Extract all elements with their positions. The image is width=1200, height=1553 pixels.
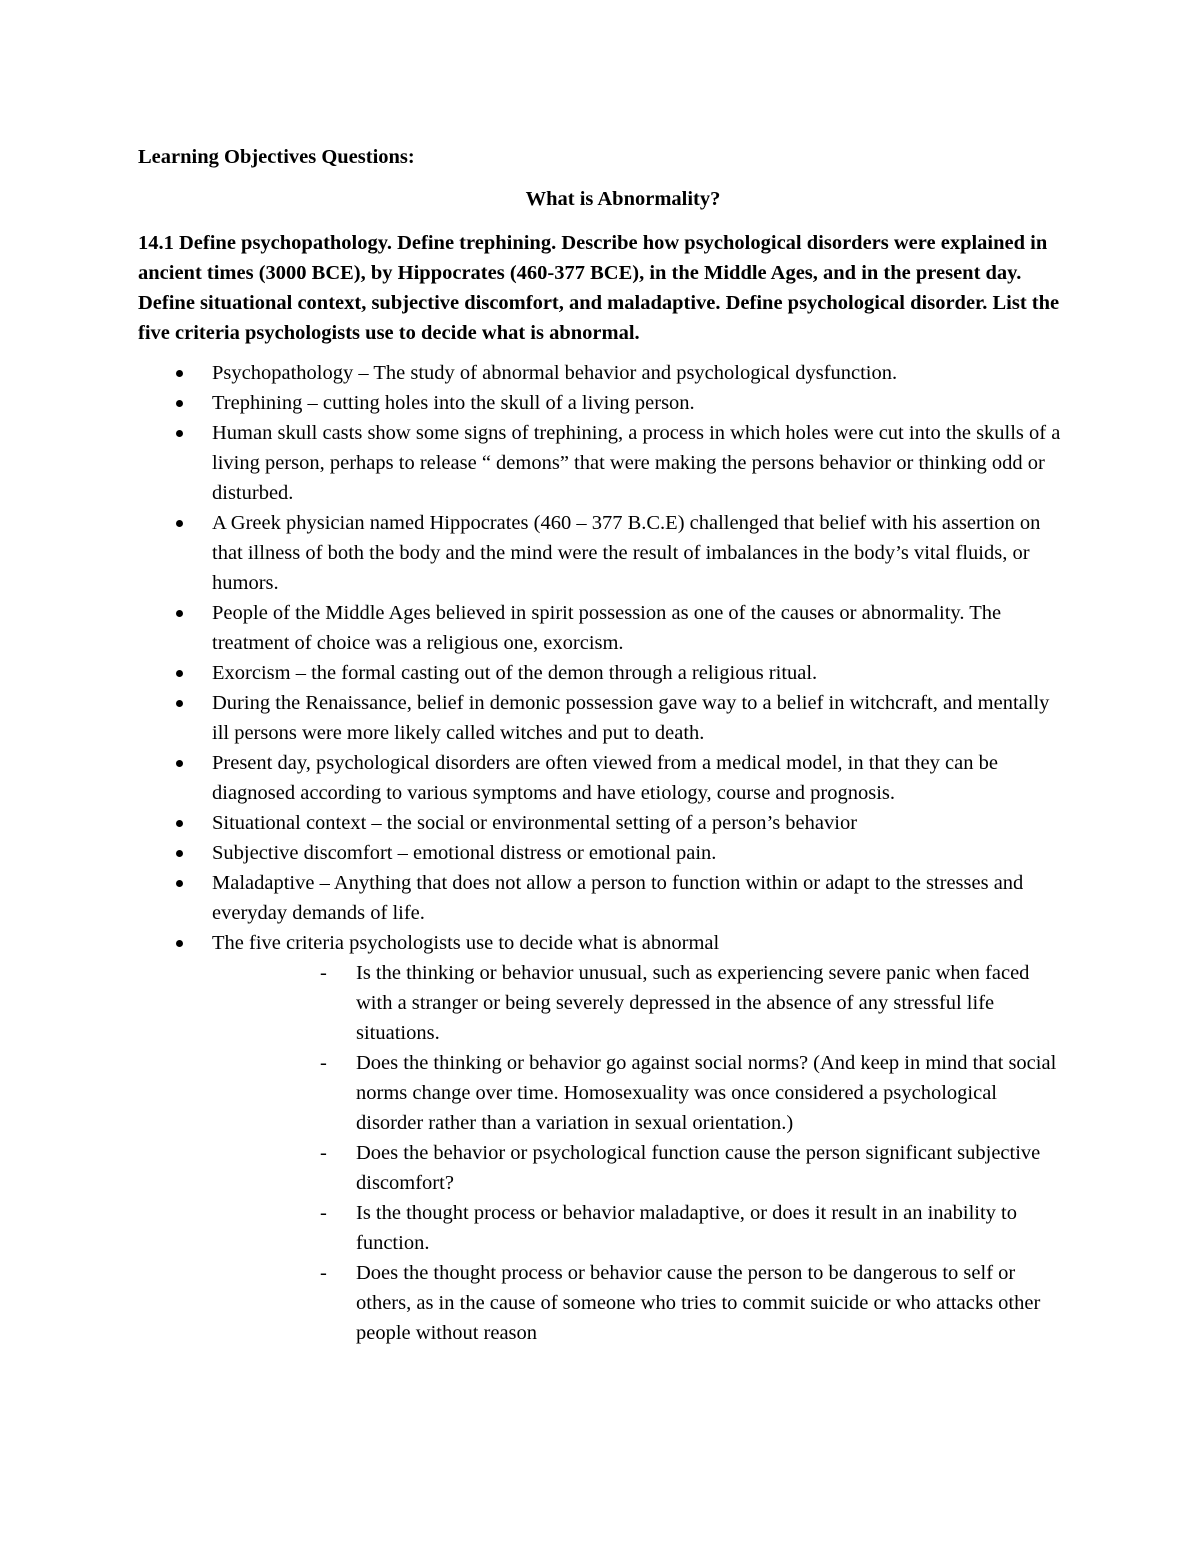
criteria-item-text: Does the behavior or psychological function cause the person significant subjective discomfort? [356,1142,1041,1194]
list-item-text: Subjective discomfort – emotional distress or emotional pain. [212,842,717,864]
bullet-icon [176,670,183,677]
criteria-item-text: Does the thought process or behavior cause the person to be dangerous to self or others, as in the cause of someone who tries to commit suicide or who attacks other people without reason [356,1262,1041,1344]
dash-icon: - [320,962,327,984]
bullet-icon [176,610,183,617]
list-item-text: Situational context – the social or environmental setting of a person’s behavior [212,812,858,834]
list-item-text: Present day, psychological disorders are often viewed from a medical model, in that they can be diagnosed according to various symptoms and have etiology, course and prognosis. [212,752,998,804]
dash-icon: - [320,1052,327,1074]
list-item [138,688,1068,748]
bullet-icon [176,370,183,377]
criteria-list [212,958,1068,1348]
list-item-text: A Greek physician named Hippocrates (460 – 377 B.C.E) challenged that belief with his assertion on that illness of both the body and the mind were the result of imbalances in the body’s vital fluids, or humors. [212,512,1041,594]
section-heading: Learning Objectives Questions: [138,146,415,168]
learning-objective: 14.1 Define psychopathology. Define trephining. Describe how psychological disorders were explained in ancient times (3000 BCE), by Hippocrates (460-377 BCE), in the Middle Ages, and in the present day. Define situational context, subjective discomfort, and maladaptive. Define psychological disorder. List the five criteria psychologists use to decide what is abnormal. [138,232,1060,344]
document-body [138,142,1068,1348]
bullet-icon [176,940,183,947]
list-item [138,418,1068,508]
list-item-text: Maladaptive – Anything that does not allow a person to function within or adapt to the stresses and everyday demands of life. [212,872,1024,924]
definition-list [138,358,1068,1348]
list-item [138,928,1068,1348]
criteria-item [212,1198,1068,1258]
dash-icon: - [320,1262,327,1284]
list-item-text: During the Renaissance, belief in demonic possession gave way to a belief in witchcraft, and mentally ill persons were more likely called witches and put to death. [212,692,1050,744]
criteria-item-text: Is the thought process or behavior maladaptive, or does it result in an inability to function. [356,1202,1017,1254]
list-item [138,838,1068,868]
bullet-icon [176,700,183,707]
list-item [138,358,1068,388]
criteria-item [212,1258,1068,1348]
criteria-item [212,1048,1068,1138]
list-item [138,808,1068,838]
list-item-text: Exorcism – the formal casting out of the demon through a religious ritual. [212,662,818,684]
bullet-icon [176,820,183,827]
list-item-text: People of the Middle Ages believed in spirit possession as one of the causes or abnormality. The treatment of choice was a religious one, exorcism. [212,602,1002,654]
bullet-icon [176,760,183,767]
bullet-icon [176,880,183,887]
bullet-icon [176,430,183,437]
list-item-text: Trephining – cutting holes into the skull of a living person. [212,392,695,414]
bullet-icon [176,400,183,407]
page-title: What is Abnormality? [525,188,721,210]
dash-icon: - [320,1202,327,1224]
criteria-item [212,1138,1068,1198]
list-item-text: Psychopathology – The study of abnormal behavior and psychological dysfunction. [212,362,898,384]
list-item [138,658,1068,688]
list-item [138,598,1068,658]
dash-icon: - [320,1142,327,1164]
bullet-icon [176,520,183,527]
criteria-item-text: Is the thinking or behavior unusual, such as experiencing severe panic when faced with a stranger or being severely depressed in the absence of any stressful life situations. [356,962,1030,1044]
list-item [138,748,1068,808]
bullet-icon [176,850,183,857]
list-item [138,508,1068,598]
list-item [138,388,1068,418]
list-item-text: Human skull casts show some signs of trephining, a process in which holes were cut into the skulls of a living person, perhaps to release “ demons” that were making the persons behavior or thinking odd or disturbed. [212,422,1061,504]
list-item-text: The five criteria psychologists use to decide what is abnormal [212,932,720,954]
criteria-item [212,958,1068,1048]
list-item [138,868,1068,928]
criteria-item-text: Does the thinking or behavior go against social norms? (And keep in mind that social norms change over time. Homosexuality was once considered a psychological disorder rather than a variation in sexual orientation.) [356,1052,1057,1134]
